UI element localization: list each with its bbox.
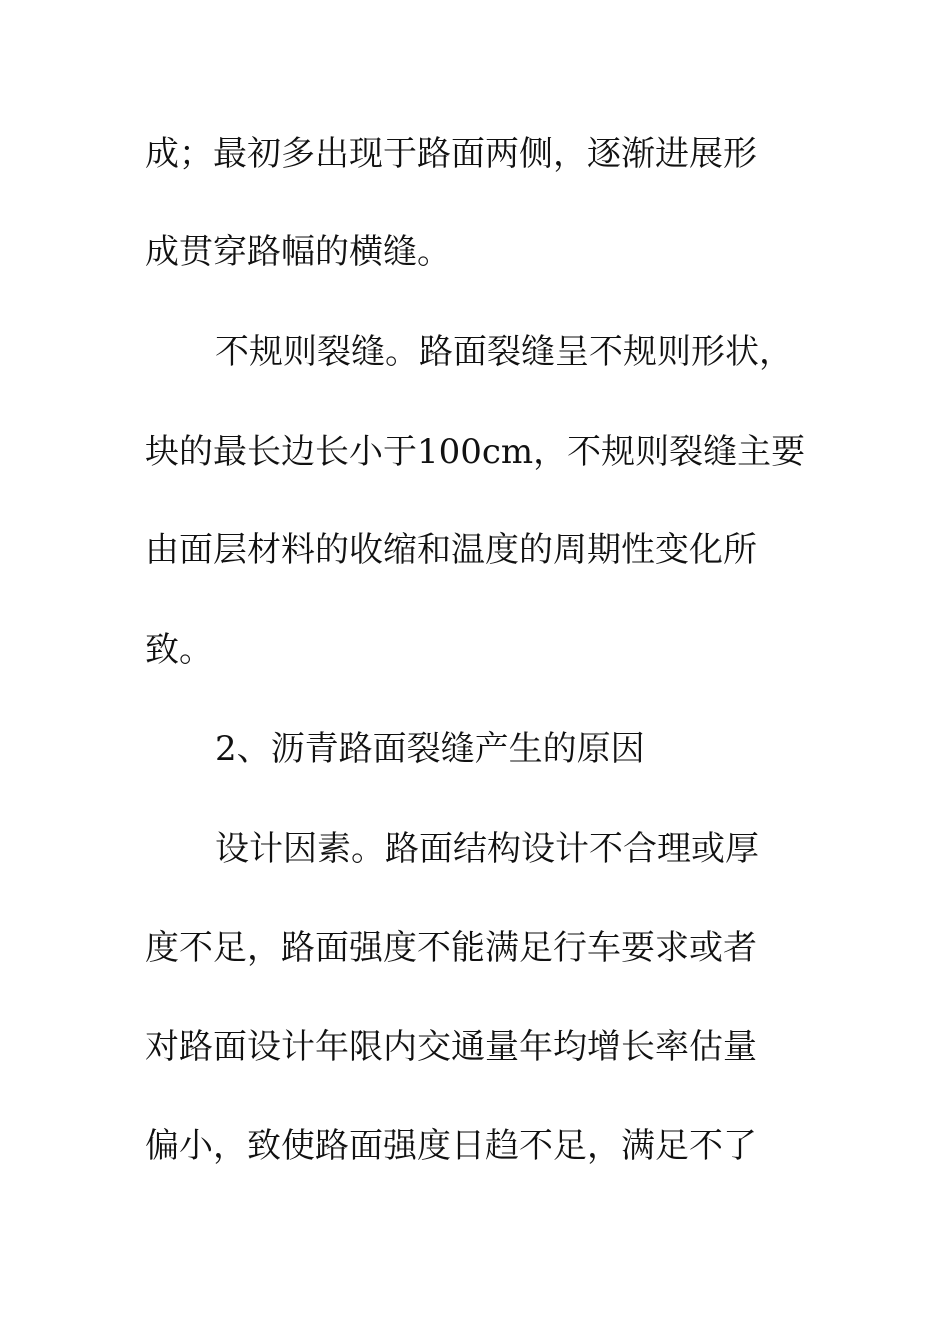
- section-heading: 2、沥青路面裂缝产生的原因: [215, 729, 645, 769]
- text-line: 成；最初多出现于路面两侧，逐渐进展形: [145, 134, 757, 174]
- paragraph-start-line: 不规则裂缝。路面裂缝呈不规则形状，: [215, 332, 793, 372]
- text-line: 由面层材料的收缩和温度的周期性变化所: [145, 530, 757, 570]
- text-line: 块的最长边长小于100cm，不规则裂缝主要: [145, 432, 806, 472]
- text-line: 偏小，致使路面强度日趋不足，满足不了: [145, 1126, 757, 1166]
- text-line: 致。: [145, 630, 213, 670]
- text-line: 成贯穿路幅的横缝。: [145, 232, 451, 272]
- text-line: 对路面设计年限内交通量年均增长率估量: [145, 1027, 757, 1067]
- text-line: 度不足，路面强度不能满足行车要求或者: [145, 928, 757, 968]
- paragraph-start-line: 设计因素。路面结构设计不合理或厚: [215, 829, 759, 869]
